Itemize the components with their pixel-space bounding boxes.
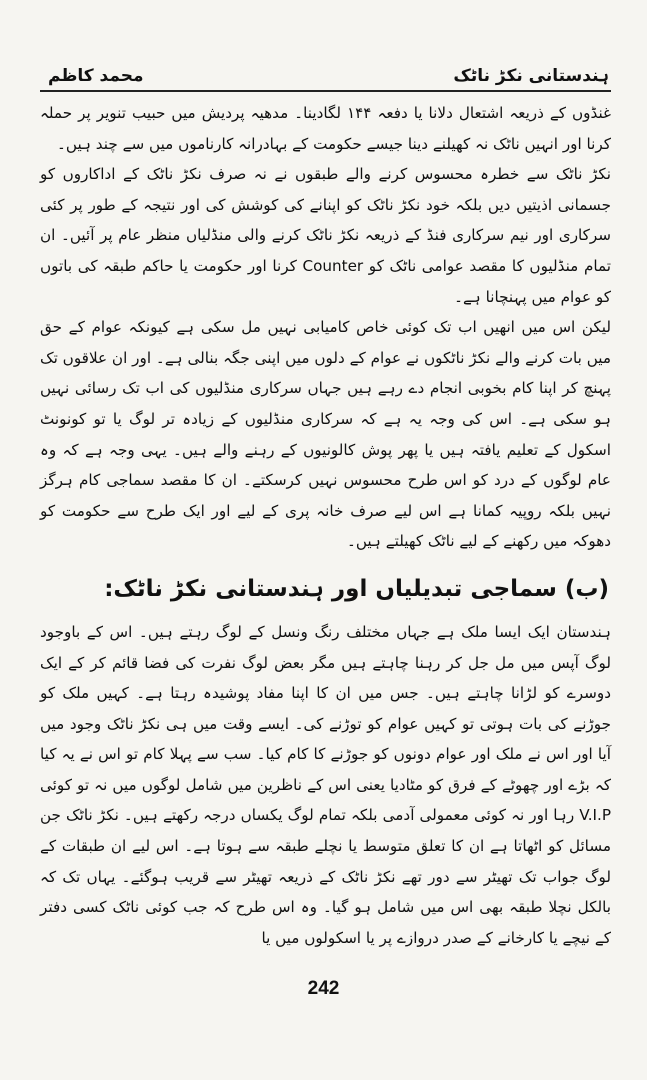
- page-number: 242: [307, 978, 340, 999]
- body-paragraph: نکڑ ناٹک سے خطرہ محسوس کرنے والے طبقوں نے نہ صرف نکڑ ناٹک کے اداکاروں کو جسمانی اذیتیں دیں بلکہ خود نکڑ ناٹک کو اپنانے کی کوشش کی اور نتیجہ کے طور پر کئی سرکاری اور نیم سرکاری فنڈ کے ذریعہ نکڑ ناٹک کرنے والی منڈلیاں منظر عام پر آئیں۔ ان تمام منڈلیوں کا مقصد عوامی ناٹک کو Counter کرنا اور حکومت یا حاکم طبقہ کی باتوں کو عوام میں پہنچانا ہے۔: [40, 165, 611, 306]
- author-name: محمد کاظم: [48, 66, 144, 86]
- book-title: ہندستانی نکڑ ناٹک: [453, 66, 609, 86]
- section-heading: (ب) سماجی تبدیلیاں اور ہندستانی نکڑ ناٹک:: [104, 575, 609, 602]
- running-header: [40, 0, 611, 92]
- body-paragraph: ہندستان ایک ایسا ملک ہے جہاں مختلف رنگ ونسل کے لوگ رہتے ہیں۔ اس کے باوجود لوگ آپس میں مل جل کر رہنا چاہتے ہیں مگر بعض لوگ نفرت کی فضا قائم کر کے ایک دوسرے کو لڑانا چاہتے ہیں۔ جس میں ان کا اپنا مفاد پوشیدہ رہتا ہے۔ کہیں ملک کو جوڑنے کی بات ہوتی تو کہیں عوام کو توڑنے کی۔ ایسے وقت میں ہی نکڑ ناٹک وجود میں آیا اور اس نے ملک اور عوام دونوں کو جوڑنے کا کام کیا۔ سب سے پہلا کام تو اس نے یہ کیا کہ بڑے اور چھوٹے کے فرق کو مٹادیا یعنی اس کے ناظرین میں شامل لوگوں میں نہ تو کوئی V.I.P رہا اور نہ کوئی معمولی آدمی بلکہ تمام لوگ یکساں درجہ رکھتے ہیں۔ نکڑ ناٹک جن مسائل کو اٹھاتا ہے ان کا تعلق متوسط یا نچلے طبقہ سے ہوتا ہے۔ اس لیے ان طبقات کے لوگ جواب تک تھیٹر سے دور تھے نکڑ ناٹک کے ذریعہ تھیٹر سے قریب ہوگئے۔ یہاں تک کہ بالکل نچلا طبقہ بھی اس میں شامل ہو گیا۔ وہ اس طرح کہ جب کوئی ناٹک کسی دفتر کے نیچے یا کارخانے کے صدر دروازے پر یا اسکولوں میں یا: [40, 622, 611, 947]
- body-paragraph: غنڈوں کے ذریعہ اشتعال دلانا یا دفعہ ۱۴۴ لگادینا۔ مدھیہ پردیش میں حبیب تنویر پر حملہ کرنا اور انہیں ناٹک نہ کھیلنے دینا جیسے حکومت کے بہادرانہ کارناموں میں سے چند ہیں۔: [40, 104, 611, 153]
- body-paragraph: لیکن اس میں انھیں اب تک کوئی خاص کامیابی نہیں مل سکی ہے کیونکہ عوام کے حق میں بات کرنے والے نکڑ ناٹکوں نے عوام کے دلوں میں اپنی جگہ بنالی ہے۔ اور ان علاقوں تک پہنچ کر اپنا کام بخوبی انجام دے رہے ہیں جہاں سرکاری منڈلیوں کی اب تک رسائی نہیں ہو سکی ہے۔ اس کی وجہ یہ ہے کہ سرکاری منڈلیوں کے زیادہ تر لوگ یا تو کونونٹ اسکول کے تعلیم یافتہ ہیں یا پھر پوش کالونیوں کے رہنے والے ہیں۔ یہی وجہ ہے کہ وہ عام لوگوں کے درد کو اس طرح محسوس نہیں کرسکتے۔ ان کا مقصد سماجی کام ہرگز نہیں بلکہ روپیہ کمانا ہے اس لیے صرف خانہ پری کے لیے اور ایک طرح سے حکومت کو دھوکہ میں رکھنے کے لیے ناٹک کھیلتے ہیں۔: [40, 318, 611, 551]
